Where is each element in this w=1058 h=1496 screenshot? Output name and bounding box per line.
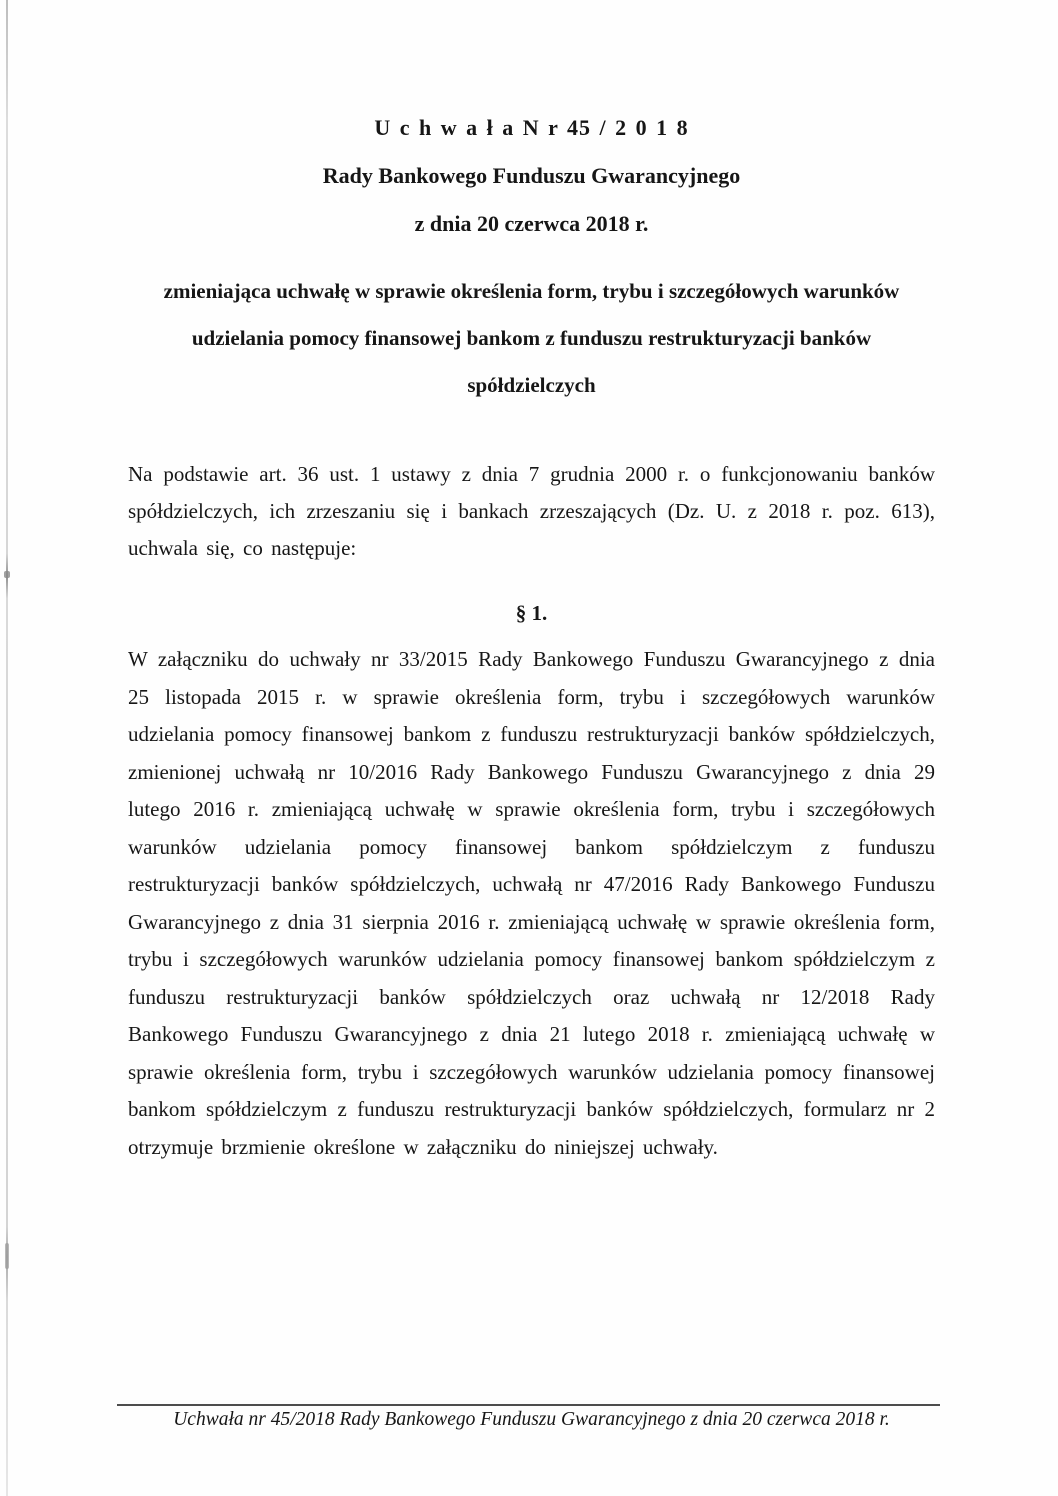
footer-divider-rule [117, 1404, 940, 1406]
preamble-paragraph: Na podstawie art. 36 ust. 1 ustawy z dnia 7 grudnia 2000 r. o funkcjonowaniu banków spółdzielczych, ich zrzeszaniu się i bankach zrzeszających (Dz. U. z 2018 r. poz. 613), uchwala się, co następuje: [128, 462, 935, 560]
scan-artifact-smudge [5, 1243, 9, 1269]
document-title [128, 104, 935, 248]
scan-artifact-smudge [4, 571, 10, 578]
scan-artifact-left-edge-line [6, 0, 8, 1496]
footer-document-reference: Uchwała nr 45/2018 Rady Bankowego Funduszu Gwarancyjnego z dnia 20 czerwca 2018 r. [173, 1409, 890, 1430]
title-date: z dnia 20 czerwca 2018 r. [414, 211, 649, 236]
document-subtitle: zmieniająca uchwałę w sprawie określenia form, trybu i szczegółowych warunków udzielania pomocy finansowej bankom z funduszu restrukturyzacji banków spółdzielczych [163, 279, 900, 397]
title-resolution-number: U c h w a ł a N r 45 / 2 0 1 8 [374, 115, 689, 140]
title-issuing-body: Rady Bankowego Funduszu Gwarancyjnego [322, 163, 741, 188]
section-1-heading: § 1. [515, 601, 548, 625]
section-1-body-paragraph: W załączniku do uchwały nr 33/2015 Rady Bankowego Funduszu Gwarancyjnego z dnia 25 listopada 2015 r. w sprawie określenia form, trybu i szczegółowych warunków udzielania pomocy finansowej bankom z funduszu restrukturyzacji banków spółdzielczych, zmienionej uchwałą nr 10/2016 Rady Bankowego Funduszu Gwarancyjnego z dnia 29 lutego 2016 r. zmieniającą uchwałę w sprawie określenia form, trybu i szczegółowych warunków udzielania pomocy finansowej bankom spółdzielczym z funduszu restrukturyzacji banków spółdzielczych, uchwałą nr 47/2016 Rady Bankowego Funduszu Gwarancyjnego z dnia 31 sierpnia 2016 r. zmieniającą uchwałę w sprawie określenia form, trybu i szczegółowych warunków udzielania pomocy finansowej bankom spółdzielczym z funduszu restrukturyzacji banków spółdzielczych oraz uchwałą nr 12/2018 Rady Bankowego Funduszu Gwarancyjnego z dnia 21 lutego 2018 r. zmieniającą uchwałę w sprawie określenia form, trybu i szczegółowych warunków udzielania pomocy finansowej bankom spółdzielczym z funduszu restrukturyzacji banków spółdzielczych, formularz nr 2 otrzymuje brzmienie określone w załączniku do niniejszej uchwały. [128, 647, 935, 1159]
